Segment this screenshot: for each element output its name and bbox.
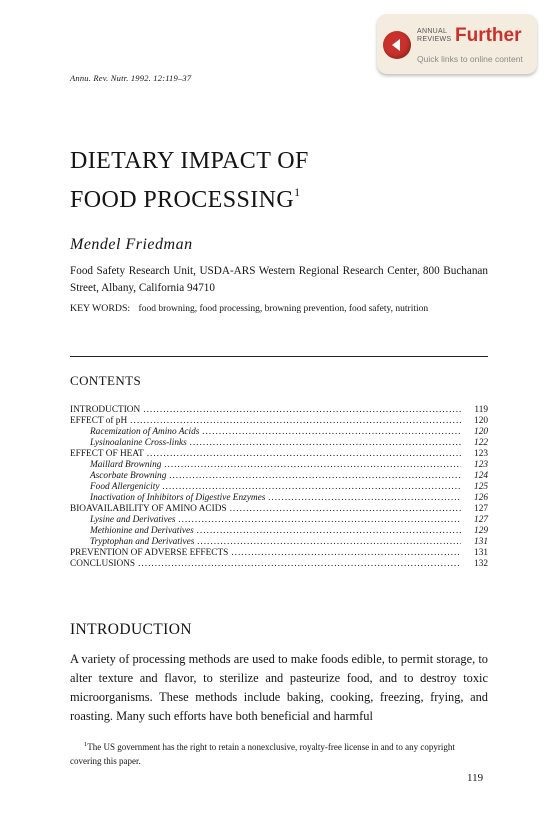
toc-entry-page: 127 <box>474 504 488 514</box>
toc-entry[interactable] <box>70 537 488 548</box>
brand-further: Further <box>455 25 522 46</box>
toc-leader-dots <box>178 515 461 526</box>
toc-entry-label: Lysinoalanine Cross-links <box>90 438 187 448</box>
toc-entry[interactable] <box>70 493 488 504</box>
toc-entry[interactable] <box>70 482 488 493</box>
toc-leader-dots <box>162 482 461 493</box>
toc-leader-dots <box>138 559 461 570</box>
toc-entry-page: 129 <box>474 526 488 536</box>
brand-annual: ANNUAL <box>417 28 448 35</box>
toc-leader-dots <box>130 416 461 427</box>
table-of-contents <box>70 405 488 570</box>
toc-entry-label: EFFECT of pH <box>70 416 128 426</box>
keywords-label: KEY WORDS: <box>70 303 131 314</box>
toc-entry-page: 127 <box>474 515 488 525</box>
toc-entry-page: 122 <box>474 438 488 448</box>
toc-entry-label: Lysine and Derivatives <box>90 515 176 525</box>
brand-reviews: REVIEWS <box>417 36 452 43</box>
toc-entry-page: 123 <box>474 460 488 470</box>
toc-entry[interactable] <box>70 460 488 471</box>
toc-leader-dots <box>268 493 461 504</box>
article-title <box>70 146 309 216</box>
journal-citation: Annu. Rev. Nutr. 1992. 12:119–37 <box>70 73 192 83</box>
toc-entry-label: CONCLUSIONS <box>70 559 136 569</box>
further-badge[interactable] <box>377 14 537 74</box>
toc-entry[interactable] <box>70 548 488 559</box>
toc-entry-label: INTRODUCTION <box>70 405 141 415</box>
toc-entry-page: 124 <box>474 471 488 481</box>
toc-entry-page: 131 <box>474 548 488 558</box>
toc-leader-dots <box>197 526 461 537</box>
toc-entry[interactable] <box>70 427 488 438</box>
toc-entry-page: 119 <box>474 405 488 415</box>
toc-leader-dots <box>143 405 461 416</box>
toc-entry-label: BIOAVAILABILITY OF AMINO ACIDS <box>70 504 227 514</box>
toc-entry-page: 120 <box>474 416 488 426</box>
toc-leader-dots <box>190 438 461 449</box>
toc-entry-page: 123 <box>474 449 488 459</box>
toc-entry-label: Methionine and Derivatives <box>90 526 194 536</box>
toc-entry-label: Maillard Browning <box>90 460 162 470</box>
toc-entry-page: 131 <box>474 537 488 547</box>
toc-entry[interactable] <box>70 515 488 526</box>
title-footnote-mark[interactable]: 1 <box>294 185 301 199</box>
introduction-heading: INTRODUCTION <box>70 621 192 638</box>
toc-leader-dots <box>202 427 461 438</box>
contents-heading: CONTENTS <box>70 373 142 388</box>
toc-leader-dots <box>164 460 461 471</box>
footnote-mark: 1 <box>84 741 88 748</box>
introduction-paragraph: A variety of processing methods are used to make foods edible, to permit storage, to alter texture and flavor, to sterilize and pasteurize food, and to destroy toxic microorganisms. These methods include baking, cooking, freezing, frying, and roasting. Many such efforts have both beneficial and harmful <box>70 652 488 723</box>
page-number: 119 <box>467 772 484 784</box>
title-line-1: DIETARY IMPACT OF <box>70 148 309 174</box>
toc-entry[interactable] <box>70 449 488 460</box>
author-affiliation: Food Safety Research Unit, USDA-ARS Western Regional Research Center, 800 Buchanan Street, Albany, California 94710 <box>70 265 488 294</box>
toc-leader-dots <box>230 504 461 515</box>
author-name: Mendel Friedman <box>70 236 193 253</box>
toc-entry-page: 125 <box>474 482 488 492</box>
toc-entry-label: Inactivation of Inhibitors of Digestive Enzymes <box>90 493 266 503</box>
toc-entry[interactable] <box>70 471 488 482</box>
title-line-2: FOOD PROCESSING$^1$ <box>70 185 301 213</box>
toc-entry[interactable] <box>70 559 488 570</box>
toc-leader-dots <box>147 449 461 460</box>
footnote-text: The US government has the right to retain a nonexclusive, royalty-free license in and to any copyright covering this paper. <box>70 742 455 766</box>
toc-leader-dots <box>169 471 461 482</box>
footnote <box>70 738 488 768</box>
toc-entry[interactable] <box>70 405 488 416</box>
toc-entry-label: Tryptophan and Derivatives <box>90 537 195 547</box>
badge-tagline[interactable]: Quick links to online content <box>417 54 523 64</box>
toc-entry-label: Ascorbate Browning <box>90 471 167 481</box>
toc-entry-label: EFFECT OF HEAT <box>70 449 144 459</box>
arrow-left-circle-icon[interactable] <box>383 31 411 59</box>
toc-entry[interactable] <box>70 416 488 427</box>
toc-leader-dots <box>231 548 461 559</box>
section-divider <box>70 356 488 357</box>
toc-entry[interactable] <box>70 526 488 537</box>
toc-entry[interactable] <box>70 438 488 449</box>
toc-entry-label: Racemization of Amino Acids <box>90 427 200 437</box>
toc-entry-label: Food Allergenicity <box>90 482 160 492</box>
toc-leader-dots <box>197 537 461 548</box>
keywords <box>70 303 428 314</box>
toc-entry[interactable] <box>70 504 488 515</box>
toc-entry-page: 132 <box>474 559 488 569</box>
toc-entry-page: 126 <box>474 493 488 503</box>
keywords-list: food browning, food processing, browning prevention, food safety, nutrition <box>138 304 429 314</box>
toc-entry-label: PREVENTION OF ADVERSE EFFECTS <box>70 548 229 558</box>
toc-entry-page: 120 <box>474 427 488 437</box>
